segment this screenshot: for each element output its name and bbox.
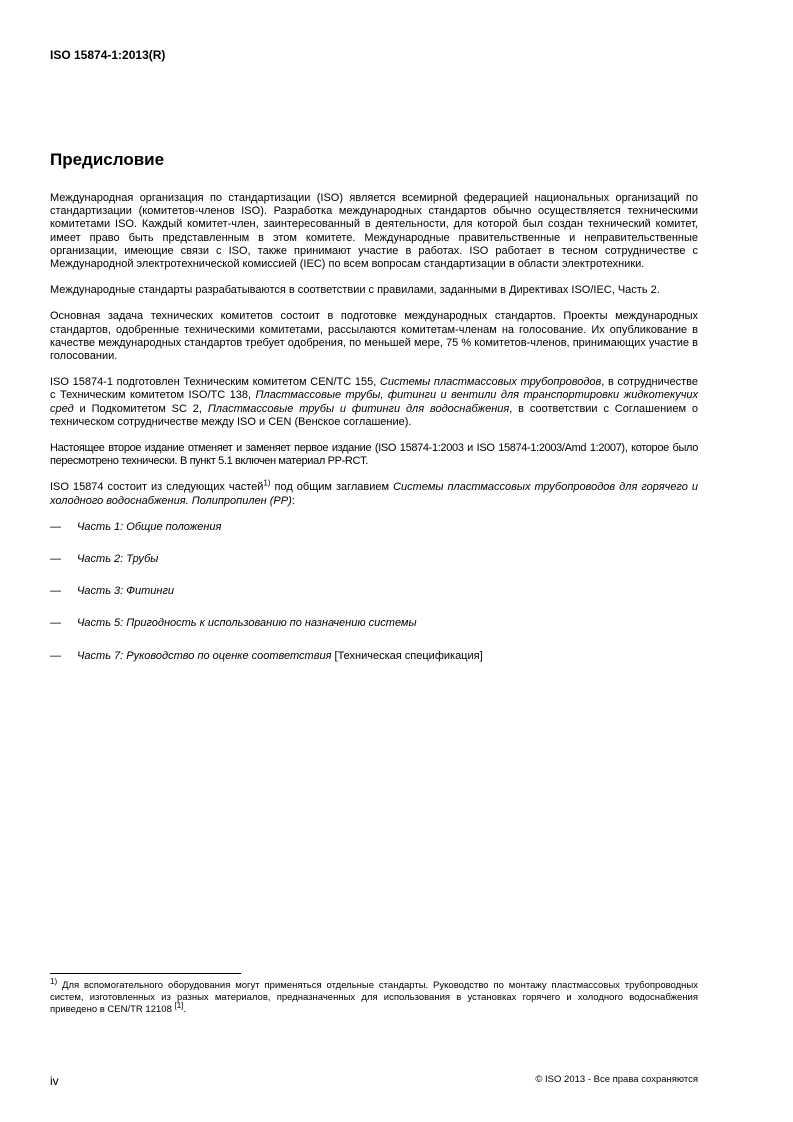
paragraph-parts-intro: ISO 15874 состоит из следующих частей$^{1)}$ под общим заглавием Системы пластмассовых трубопроводов для горячего и холодного водоснабжения. Полипропилен (PP): <box>50 478 698 507</box>
italic-subcommittee-title: Пластмассовые трубы и фитинги для водоснабжения <box>207 402 510 415</box>
list-item: — Часть 1: Общие положения <box>50 520 222 533</box>
list-item: — Часть 2: Трубы <box>50 553 159 566</box>
section-title: Предисловие <box>50 150 165 169</box>
paragraph-prepared-by: ISO 15874-1 подготовлен Техническим комитетом CEN/TC 155, Системы пластмассовых трубопроводов, в сотрудничестве с Техническим комитетом ISO/TC 138, Пластмассовые трубы, фитинги и вентили для транспортировки жидкотекучих сред и Подкомитетом SC 2, Пластмассовые трубы и фитинги для водоснабжения, в соответствии с Соглашением о техническом сотрудничестве между ISO и CEN (Венское соглашение). <box>50 376 699 428</box>
footnote: $^{1)}$ Для вспомогательного оборудования могут применяться отдельные стандарты. Руководство по монтажу пластмассовых трубопроводных систем, изготовленных из разных материалов, предназначенных для использования в установках горячего и холодного водоснабжения приведено в CEN/TR 12108 [1]. <box>50 976 698 1015</box>
dash-bullet: — <box>50 617 61 630</box>
parts-list <box>50 521 698 663</box>
footnote-divider <box>50 973 241 974</box>
dash-bullet: — <box>50 585 61 598</box>
page-number: iv <box>50 1074 59 1088</box>
copyright-notice: © ISO 2013 - Все права сохраняются <box>535 1074 698 1085</box>
italic-committee-title: Пластмассовые трубы, фитинги и вентили для транспортировки жидкотекучих сред <box>50 389 699 415</box>
document-id-header: ISO 15874-1:2013(R) <box>50 48 166 62</box>
footnote-marker: 1) <box>50 976 58 986</box>
paragraph-committees-task: Основная задача технических комитетов состоит в подготовке международных стандартов. Проекты международных стандартов, одобренные техническими комитетами, рассылаются комитетам-членам на голосование. Их опубликование в качестве международных стандартов требует одобрения, по меньшей мере, 75 % комитетов-членов, принимающих участие в голосовании. <box>50 310 698 363</box>
list-item: — Часть 7: Руководство по оценке соответствия [Техническая спецификация] <box>50 649 483 662</box>
list-item: — Часть 3: Фитинги <box>50 585 174 598</box>
foreword-body <box>50 192 698 682</box>
dash-bullet: — <box>50 520 61 533</box>
dash-bullet: — <box>50 649 61 662</box>
list-item: — Часть 5: Пригодность к использованию по назначению системы <box>50 617 417 630</box>
paragraph-edition: Настоящее второе издание отменяет и заменяет первое издание (ISO 15874-1:2003 и ISO 15874-1:2003/Amd 1:2007), которое было пересмотрено технически. В пункт 5.1 включен материал PP-RCT. <box>50 442 698 468</box>
paragraph-directives: Международные стандарты разрабатываются в соответствии с правилами, заданными в Директивах ISO/IEC, Часть 2. <box>50 284 660 297</box>
italic-committee-title: Системы пластмассовых трубопроводов <box>379 376 602 389</box>
paragraph-iso-organization: Международная организация по стандартизации (ISO) является всемирной федерацией национальных организаций по стандартизации (комитетов-членов ISO). Разработка международных стандартов обычно осуществляется техническими комитетами ISO. Каждый комитет-член, заинтересованный в деятельности, для которой был создан технический комитет, имеет право быть представленным в этом комитете. Международные правительственные и неправительственные организации, имеющие связи с ISO, также принимают участие в работах. ISO работает в тесном сотрудничестве с Международной электротехнической комиссией (IEC) по всем вопросам стандартизации в области электротехники. <box>50 192 698 271</box>
footnote-reference: 1) <box>263 478 271 488</box>
dash-bullet: — <box>50 553 61 566</box>
bibliography-reference: [1] <box>174 1000 184 1010</box>
italic-general-title: Системы пластмассовых трубопроводов для горячего и холодного водоснабжения. Полипропилен (PP) <box>50 481 698 507</box>
